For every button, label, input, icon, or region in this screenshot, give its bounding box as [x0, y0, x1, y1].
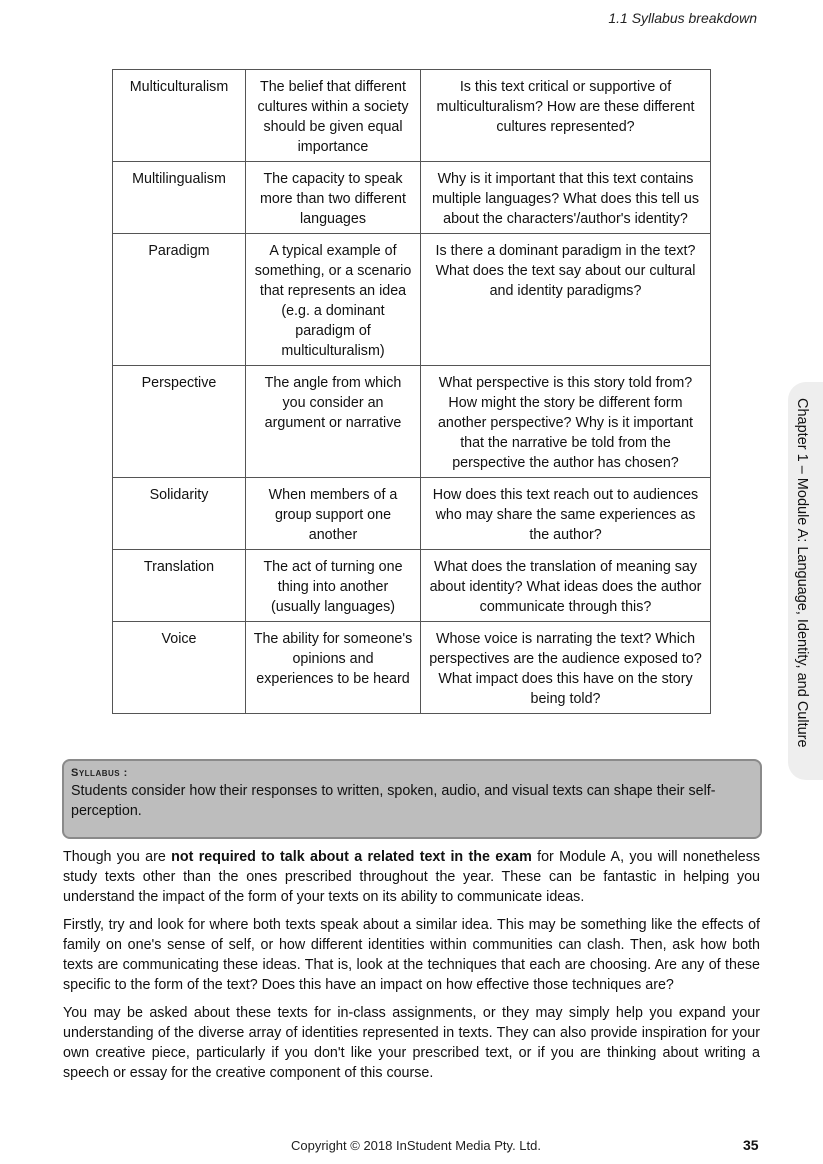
table-row	[113, 366, 711, 478]
paragraph-2: Firstly, try and look for where both texts speak about a similar idea. This may be something like the effects of family on one's sense of self, or how different identities within communities can clash. Then, ask how both texts are communicating these ideas. That is, look at the techniques that each are choosing. Are any of these specific to the form of the text? Does this have an impact on how effective those techniques are?	[63, 917, 760, 993]
term-cell: Voice	[113, 622, 246, 714]
paragraph-1	[63, 847, 760, 907]
term-cell: Multiculturalism	[113, 70, 246, 162]
term-cell: Paradigm	[113, 234, 246, 366]
question-cell: What perspective is this story told from? How might the story be different form another perspective? Why is it important that the narrative be told from the perspective the author has chosen?	[421, 366, 711, 478]
glossary-table	[112, 69, 711, 714]
definition-cell: The capacity to speak more than two different languages	[246, 162, 421, 234]
term-cell: Translation	[113, 550, 246, 622]
definition-cell: The belief that different cultures within a society should be given equal importance	[246, 70, 421, 162]
running-head: 1.1 Syllabus breakdown	[608, 10, 757, 26]
question-cell: What does the translation of meaning say about identity? What ideas does the author communicate through this?	[421, 550, 711, 622]
question-cell: Why is it important that this text contains multiple languages? What does this tell us about the characters'/author's identity?	[421, 162, 711, 234]
table-row	[113, 70, 711, 162]
definition-cell: The angle from which you consider an argument or narrative	[246, 366, 421, 478]
body-text	[63, 847, 760, 1091]
syllabus-label: Syllabus :	[71, 767, 128, 779]
definition-cell: A typical example of something, or a scenario that represents an idea (e.g. a dominant paradigm of multiculturalism)	[246, 234, 421, 366]
table-row	[113, 478, 711, 550]
footer-copyright: Copyright © 2018 InStudent Media Pty. Ltd.	[291, 1138, 541, 1153]
table-row	[113, 162, 711, 234]
question-cell: Is this text critical or supportive of multiculturalism? How are these different cultures represented?	[421, 70, 711, 162]
term-cell: Perspective	[113, 366, 246, 478]
definition-cell: The ability for someone's opinions and experiences to be heard	[246, 622, 421, 714]
syllabus-callout	[62, 759, 762, 839]
paragraph-3: You may be asked about these texts for in-class assignments, or they may simply help you expand your understanding of the diverse array of identities represented in texts. They can also provide inspiration for your own creative piece, particularly if you don't like your prescribed text, or if you are thinking about writing a speech or essay for the creative component of this course.	[63, 1005, 760, 1081]
table-row	[113, 622, 711, 714]
question-cell: Whose voice is narrating the text? Which perspectives are the audience exposed to? What impact does this have on the story being told?	[421, 622, 711, 714]
chapter-side-tab-label: Chapter 1 – Module A: Language, Identity, and Culture	[794, 398, 810, 748]
question-cell: Is there a dominant paradigm in the text? What does the text say about our cultural and identity paradigms?	[421, 234, 711, 366]
term-cell: Solidarity	[113, 478, 246, 550]
table-row	[113, 234, 711, 366]
definition-cell: When members of a group support one another	[246, 478, 421, 550]
question-cell: How does this text reach out to audiences who may share the same experiences as the author?	[421, 478, 711, 550]
syllabus-text: Students consider how their responses to written, spoken, audio, and visual texts can shape their self-perception.	[71, 783, 716, 819]
definition-cell: The act of turning one thing into another (usually languages)	[246, 550, 421, 622]
paragraph-1-text: Though you are	[63, 849, 172, 865]
table-row	[113, 550, 711, 622]
term-cell: Multilingualism	[113, 162, 246, 234]
page-number: 35	[743, 1137, 759, 1153]
paragraph-1-emphasis: not required to talk about a related text in the exam	[171, 849, 532, 865]
paragraph-1-text-continued: for Module A, you will nonetheless study texts other than the ones prescribed throughout the year. These can be fantastic in helping you understand the impact of the form of your texts on its ability to communicate ideas.	[63, 849, 761, 905]
